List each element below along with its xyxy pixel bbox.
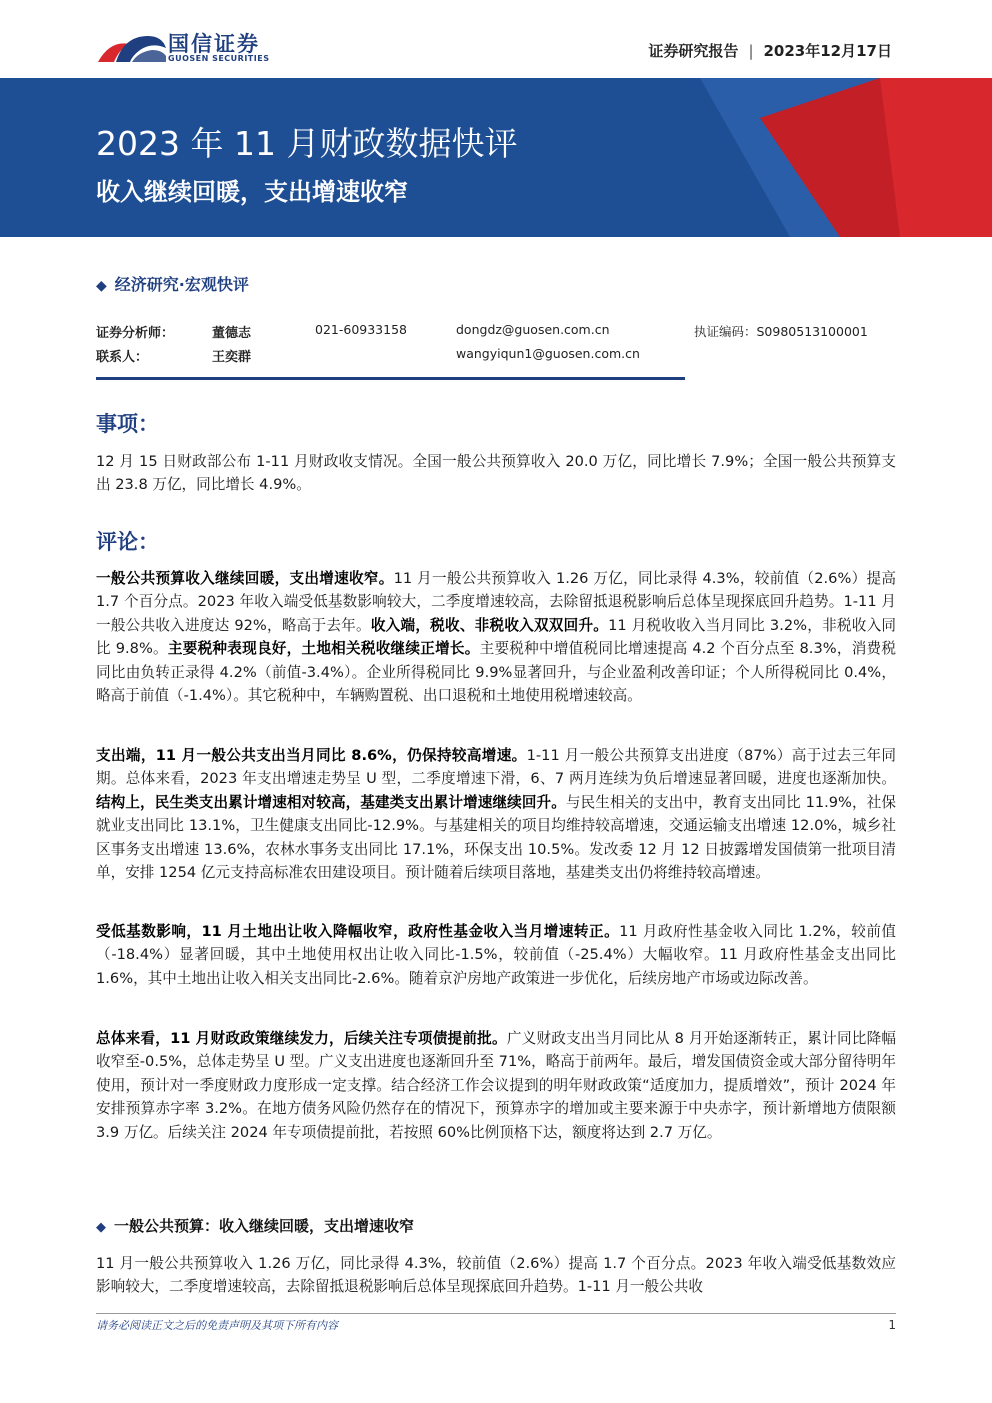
para1-text2: 11 月税收收入当月同比 3.2%，非税收入同比 9.8%。 [96,616,896,658]
analyst-email[interactable]: dongdz@guosen.com.cn [456,322,610,337]
logo-icon [96,30,168,70]
paragraph-revenue [96,567,896,707]
analyst-divider [96,377,685,380]
footer-divider [96,1313,896,1314]
event-paragraph: 12 月 15 日财政部公布 1-11 月财政收支情况。全国一般公共预算收入 20.0 万亿，同比增长 7.9%；全国一般公共预算支出 23.8 万亿，同比增长 4.9%。 [96,453,896,494]
para1-bold2: 收入端，税收、非税收入双双回升。 [370,616,609,634]
analyst-phone: 021-60933158 [315,322,407,337]
paragraph-fund [96,920,896,990]
contact-role: 联系人： [96,350,149,365]
category-label: 经济研究·宏观快评 [114,275,249,294]
contact-name: 王奕群 [212,350,252,365]
subsection-paragraph: 11 月一般公共预算收入 1.26 万亿，同比录得 4.3%，较前值（2.6%）提高 1.7 个百分点。2023 年收入端受低基数效应影响较大，二季度增速较高，去除留抵退税影响后总体呈现探底回升趋势。1-11 月一般公共收 [96,1255,896,1296]
para4-text: 广义财政支出当月同比从 8 月开始逐渐转正，累计同比降幅收窄至-0.5%，总体走势呈 U 型。广义支出进度也逐渐回升至 71%，略高于前两年。最后，增发国债资金或大部分留待明年使用，预计对一季度财政力度形成一定支撑。结合经济工作会议提到的明年财政政策“适度加力，提质增效”，预计 2024 年安排预算赤字率 3.2%。在地方债务风险仍然存在的情况下，预算赤字的增加或主要来源于中央赤字，预计新增地方债限额 3.9 万亿。后续关注 2024 年专项债提前批，若按照 60%比例顶格下达，额度将达到 2.7 万亿。 [96,1030,896,1141]
para1-text: 11 月一般公共预算收入 1.26 万亿，同比录得 4.3%，较前值（2.6%）提高 1.7 个百分点。2023 年收入端受低基数影响较大，二季度增速较高，去除留抵退税影响后总体呈现探底回升趋势。1-11 月一般公共收入进度达 92%，略高于去年。 [96,570,896,634]
meta-divider: | [748,42,754,60]
subsection-title: 一般公共预算：收入继续回暖，支出增速收窄 [114,1217,415,1235]
para2-text: 1-11 月一般公共预算支出进度（87%）高于过去三年同期。总体来看，2023 年支出增速走势呈 U 型，二季度增速下滑，6、7 两月连续为负后增速显著回暖，进度也逐渐加快。 [96,747,896,788]
analyst-license: 执证编码：S0980513100001 [694,324,868,339]
para2-lead: 支出端，11 月一般公共支出当月同比 8.6%，仍保持较高增速。 [96,747,527,764]
page-number: 1 [888,1318,896,1332]
event-heading: 事项： [96,412,159,436]
report-category [96,272,249,295]
para2-text2: 与民生相关的支出中，教育支出同比 11.9%，社保就业支出同比 13.1%，卫生健康支出同比-12.9%。与基建相关的项目均维持较高增速，交通运输支出增速 12.0%，城乡社区事务支出增速 13.6%，农林水事务支出同比 17.1%，环保支出 10.5%。发改委 12 月 12 日披露增发国债第一批项目清单，安排 1254 亿元支持高标准农田建设项目。预计随着后续项目落地，基建类支出仍将维持较高增速。 [96,793,896,882]
para3-lead: 受低基数影响，11 月土地出让收入降幅收窄，政府性基金收入当月增速转正。 [96,923,620,940]
title-banner [0,78,992,237]
para3-text: 11 月政府性基金收入同比 1.2%，较前值（-18.4%）显著回暖，其中土地使用权出让收入同比-1.5%，较前值（-25.4%）大幅收窄。11 月政府性基金支出同比 1.6%，其中土地出让收入相关支出同比-2.6%。随着京沪房地产政策进一步优化，后续房地产市场或边际改善。 [96,923,896,987]
para1-bold3: 主要税种表现良好，土地相关税收继续正增长。 [167,640,480,658]
diamond-icon: ◆ [96,1220,106,1235]
footer-disclaimer: 请务必阅读正文之后的免责声明及其项下所有内容 [96,1319,338,1332]
analyst-name: 董德志 [212,326,252,341]
logo-text-en: GUOSEN SECURITIES [168,54,270,63]
paragraph-expenditure [96,744,896,884]
para1-text3: 主要税种中增值税同比增速提高 4.2 个百分点至 8.3%，消费税同比由负转正录得 4.2%（前值-3.4%）。企业所得税同比 9.9%显著回升，与企业盈利改善印证；个人所得税同比 0.4%，略高于前值（-1.4%）。其它税种中，车辆购置税、出口退税和土地使用税增速较高。 [96,640,896,705]
report-type: 证券研究报告 [648,42,739,60]
diamond-icon: ◆ [96,278,107,294]
report-meta [648,40,892,61]
paragraph-summary [96,1027,896,1144]
contact-email[interactable]: wangyiqun1@guosen.com.cn [456,346,640,361]
subsection-heading [96,1215,414,1236]
logo-text-cn: 国信证券 [168,32,260,56]
analyst-role: 证券分析师： [96,326,175,341]
report-subtitle: 收入继续回暖，支出增速收窄 [96,178,408,206]
para2-bold2: 结构上，民生类支出累计增速相对较高，基建类支出累计增速继续回升。 [96,793,566,811]
para1-lead: 一般公共预算收入继续回暖，支出增速收窄。 [96,570,394,587]
para4-lead: 总体来看，11 月财政政策继续发力，后续关注专项债提前批。 [96,1030,507,1047]
comment-heading: 评论： [96,530,159,554]
report-title: 2023 年 11 月财政数据快评 [96,124,518,163]
report-date: 2023年12月17日 [763,42,892,60]
